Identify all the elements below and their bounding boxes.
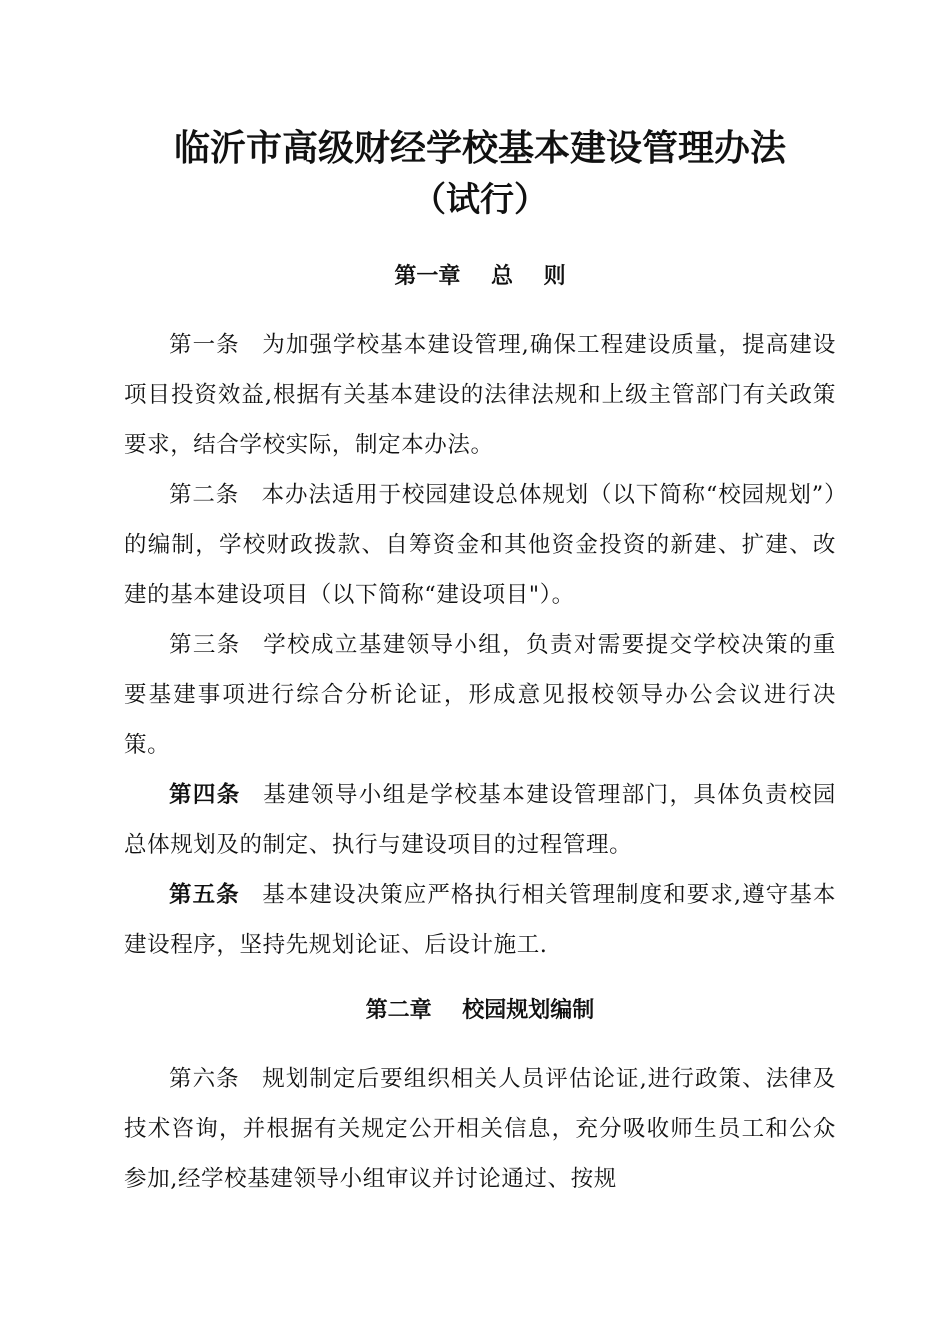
article-label: 第二条: [169, 482, 240, 508]
document-subtitle: （试行）: [412, 180, 548, 220]
document-page: [124, 122, 836, 1204]
article-label: 第三条: [169, 632, 241, 658]
article-text: 本办法适用于校园建设总体规划（以下简称“校园规划”）的编制，学校财政拨款、自筹资金和其他资金投资的新建、扩建、改建的基本建设项目（以下简称“建设项目"）。: [124, 482, 836, 608]
article-3: [124, 620, 836, 770]
chapter-2: [124, 996, 836, 1204]
chapter-heading: 第二章 校园规划编制: [365, 998, 595, 1023]
article-4: [124, 770, 836, 870]
article-label: 第一条: [169, 332, 240, 358]
article-text: 为加强学校基本建设管理,确保工程建设质量，提高建设项目投资效益,根据有关基本建设的法律法规和上级主管部门有关政策要求，结合学校实际，制定本办法。: [124, 332, 836, 458]
article-text: 规划制定后要组织相关人员评估论证,进行政策、法律及技术咨询，并根据有关规定公开相关信息，充分吸收师生员工和公众参加,经学校基建领导小组审议并讨论通过、按规: [124, 1066, 836, 1192]
article-text: 学校成立基建领导小组，负责对需要提交学校决策的重要基建事项进行综合分析论证，形成意见报校领导办公会议进行决策。: [124, 632, 836, 758]
article-label: 第四条: [169, 782, 241, 808]
article-5: [124, 870, 836, 970]
article-label: 第六条: [169, 1066, 240, 1092]
chapter-1: [124, 262, 836, 970]
article-2: [124, 470, 836, 620]
document-title: 临沂市高级财经学校基本建设管理办法: [173, 127, 786, 169]
article-text: 基本建设决策应严格执行相关管理制度和要求,遵守基本建设程序，坚持先规划论证、后设计施工.: [124, 882, 836, 958]
chapter-heading: 第一章 总 则: [394, 264, 566, 289]
article-label: 第五条: [169, 882, 240, 908]
article-1: [124, 320, 836, 470]
article-text: 基建领导小组是学校基本建设管理部门，具体负责校园总体规划及的制定、执行与建设项目的过程管理。: [124, 782, 836, 858]
article-6: [124, 1054, 836, 1204]
